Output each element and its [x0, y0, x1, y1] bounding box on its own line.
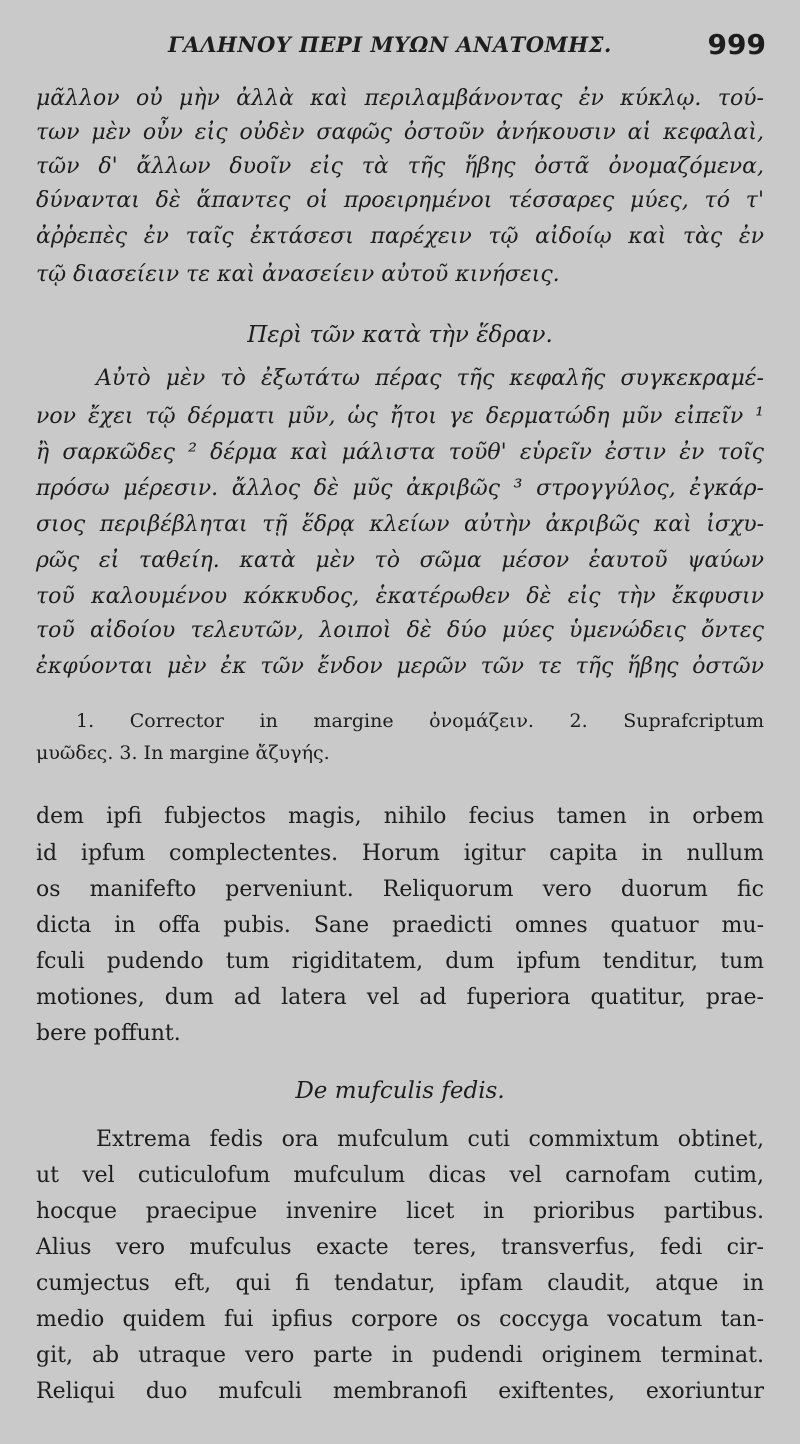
latin-line: cumjectus eft, qui fi tendatur, ipfam claudit, atque in — [36, 1271, 764, 1296]
latin-line: medio quidem fui ipfius corpore os coccyga vocatum tan- — [36, 1307, 764, 1332]
latin-line: Reliqui duo mufculi membranofi exiftentes, exoriuntur — [36, 1379, 764, 1404]
latin-line: git, ab utraque vero parte in pudendi originem terminat. — [36, 1343, 764, 1368]
greek-line: μᾶλλον οὐ μὴν ἀλλὰ καὶ περιλαμβάνοντας ἐν κύκλῳ. τού- — [36, 86, 764, 111]
latin-line: fculi pudendo tum rigiditatem, dum ipfum tenditur, tum — [36, 949, 764, 974]
greek-line: ἀῤῥεπὲς ἐν ταῖς ἐκτάσεσι παρέχειν τῷ αἰδοίῳ καὶ τὰς ἐν — [36, 224, 764, 249]
latin-line: dicta in offa pubis. Sane praedicti omnes quatuor mu- — [36, 913, 764, 938]
page-number: 999 — [707, 28, 766, 61]
greek-line: νον ἔχει τῷ δέρματι μῦν, ὡς ἤτοι γε δερματώδη μῦν εἰπεῖν ¹ — [36, 404, 764, 429]
latin-line: Extrema fedis ora mufculum cuti commixtum obtinet, — [96, 1127, 764, 1152]
latin-line: id ipfum complectentes. Horum igitur capita in nullum — [36, 841, 764, 866]
latin-section-heading: De mufculis fedis. — [295, 1078, 505, 1104]
footnote-line: μυῶδες. 3. In margine ἄζυγής. — [36, 742, 330, 764]
greek-line: ἢ σαρκῶδες ² δέρμα καὶ μάλιστα τοῦθ' εὑρεῖν ἐστιν ἐν τοῖς — [36, 440, 764, 465]
greek-line: ἐκφύονται μὲν ἐκ τῶν ἔνδον μερῶν τῶν τε τῆς ἥβης ὀστῶν — [36, 654, 764, 679]
greek-line: τῶν δ' ἄλλων δυοῖν εἰς τὰ τῆς ἥβης ὀστᾶ ὀνομαζόμενα, — [36, 154, 764, 179]
latin-line: bere poffunt. — [36, 1021, 181, 1046]
greek-line: Αὐτὸ μὲν τὸ ἐξωτάτω πέρας τῆς κεφαλῆς συγκεκραμέ- — [96, 366, 764, 391]
footnote-line: 1. Corrector in margine ὀνομάζειν. 2. Suprafcriptum — [76, 710, 764, 732]
latin-line: hocque praecipue invenire licet in prioribus partibus. — [36, 1199, 764, 1224]
greek-line: τῷ διασείειν τε καὶ ἀνασείειν αὐτοῦ κινήσεις. — [36, 262, 560, 287]
running-header — [36, 30, 766, 64]
greek-line: ρῶς εἰ ταθείη. κατὰ μὲν τὸ σῶμα μέσον ἑαυτοῦ ψαύων — [36, 548, 764, 573]
greek-line: των μὲν οὖν εἰς οὐδὲν σαφῶς ὀστοῦν ἀνήκουσιν αἱ κεφαλαὶ, — [36, 120, 764, 145]
latin-line: os manifefto perveniunt. Reliquorum vero duorum fic — [36, 877, 764, 902]
running-title: ΓΑΛΗΝΟΥ ΠΕΡΙ ΜΥΩΝ ΑΝΑΤΟΜΗΣ. — [168, 32, 612, 57]
greek-line: πρόσω μέρεσιν. ἄλλος δὲ μῦς ἀκριβῶς ³ στρογγύλος, ἐγκάρ- — [36, 476, 764, 501]
greek-section-heading: Περὶ τῶν κατὰ τὴν ἕδραν. — [247, 322, 553, 348]
greek-line: τοῦ αἰδοίου τελευτῶν, λοιποὶ δὲ δύο μύες ὑμενώδεις ὄντες — [36, 618, 764, 643]
latin-line: ut vel cuticulofum mufculum dicas vel carnofam cutim, — [36, 1163, 764, 1188]
latin-line: dem ipfi fubjectos magis, nihilo fecius tamen in orbem — [36, 804, 764, 829]
greek-line: δύνανται δὲ ἅπαντες οἱ προειρημένοι τέσσαρες μύες, τό τ' — [36, 188, 764, 213]
latin-line: motiones, dum ad latera vel ad fuperiora quatitur, prae- — [36, 985, 764, 1010]
greek-line: σιος περιβέβληται τῇ ἕδρᾳ κλείων αὐτὴν ἀκριβῶς καὶ ἰσχυ- — [36, 512, 764, 537]
latin-line: Alius vero mufculus exacte teres, transverfus, fedi cir- — [36, 1235, 764, 1260]
greek-line: τοῦ καλουμένου κόκκυδος, ἑκατέρωθεν δὲ εἰς τὴν ἔκφυσιν — [36, 584, 764, 609]
